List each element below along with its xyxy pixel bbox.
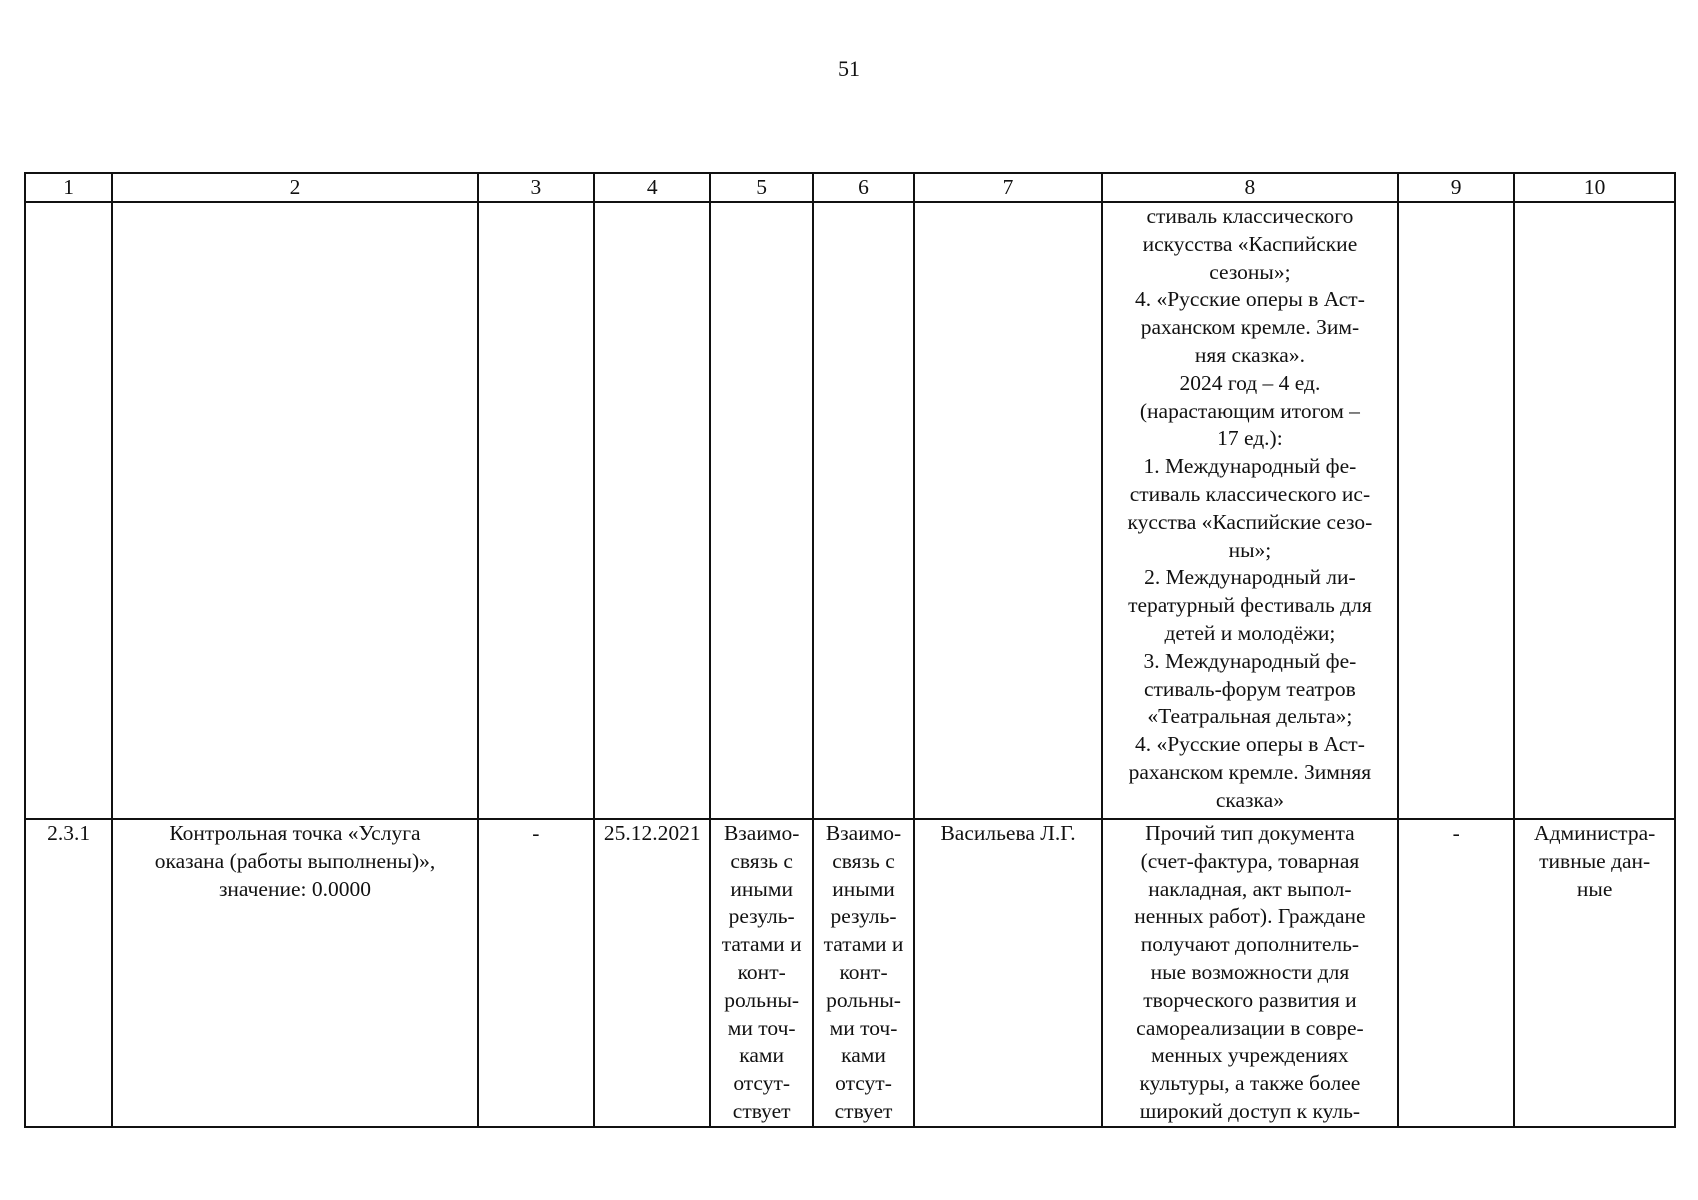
text-line: ные возможности для (1150, 959, 1350, 984)
cell-information-system (1514, 819, 1675, 1127)
page-number: 51 (838, 56, 860, 81)
text-line: рольны- (826, 987, 901, 1012)
text-line: (счет-фактура, товарная (1140, 848, 1360, 873)
text-line: отсут- (835, 1071, 892, 1096)
column-number-4: 4 (594, 173, 710, 202)
text-line: татами и (721, 932, 802, 957)
cell-empty (478, 202, 594, 819)
text-line: Прочий тип документа (1145, 821, 1355, 845)
table-row-2-3-1 (25, 819, 1675, 1127)
text-line: конт- (839, 959, 888, 984)
cell-empty (25, 202, 112, 819)
text-line: ствует (732, 1098, 791, 1123)
text-line: стиваль классического (1146, 204, 1354, 228)
cell-empty (112, 202, 477, 819)
text-line: ками (739, 1043, 785, 1068)
text-line: 4. «Русские оперы в Аст- (1134, 732, 1365, 757)
text-line: стиваль классического ис- (1129, 481, 1371, 506)
text-line: искусства «Каспийские (1142, 231, 1358, 256)
cell-result-description (1102, 819, 1398, 1127)
text-line: ненных работ). Граждане (1134, 904, 1366, 929)
cell-empty (1398, 202, 1514, 819)
text-line: иными (730, 876, 793, 901)
text-line: стиваль-форум театров (1143, 676, 1356, 701)
text-line: 2. Международный ли- (1144, 565, 1356, 590)
text-line: ми точ- (829, 1015, 898, 1040)
text-line: татами и (823, 932, 904, 957)
column-number-5: 5 (710, 173, 812, 202)
text-line: 4. «Русские оперы в Аст- (1134, 287, 1365, 312)
text-line: кусства «Каспийские сезо- (1127, 509, 1373, 534)
plan-table (24, 172, 1676, 1128)
text-line: связь с (730, 848, 793, 873)
text-line: 2024 год – 4 ед. (1179, 370, 1321, 395)
text-line: связь с (832, 848, 895, 873)
cell-responsible: Васильева Л.Г. (914, 819, 1102, 1127)
text-line: оказана (работы выполнены)», (154, 848, 436, 873)
text-line: 17 ед.): (1217, 426, 1283, 451)
text-line: сезоны»; (1209, 259, 1291, 284)
cell-col3: - (478, 819, 594, 1127)
column-number-9: 9 (1398, 173, 1514, 202)
text-line: «Театральная дельта»; (1147, 704, 1353, 729)
text-line: раханском кремле. Зимняя (1128, 759, 1372, 784)
cell-empty (813, 202, 914, 819)
text-line: сказка» (1215, 787, 1284, 812)
text-line: менных учреждениях (1151, 1043, 1349, 1068)
text-line: 1. Международный фе- (1143, 454, 1357, 479)
text-line: Контрольная точка «Услуга (169, 821, 421, 845)
text-line: Взаимо- (825, 821, 902, 845)
text-line: отсут- (733, 1071, 791, 1096)
text-line: ми точ- (727, 1015, 796, 1040)
cell-item-number: 2.3.1 (25, 819, 112, 1127)
column-number-3: 3 (478, 173, 594, 202)
column-number-1: 1 (25, 173, 112, 202)
table-header-row (25, 173, 1675, 202)
text-line: резуль- (830, 904, 897, 929)
text-line: ны»; (1228, 537, 1272, 562)
table-row-continuation (25, 202, 1675, 819)
text-line: раханском кремле. Зим- (1140, 315, 1360, 340)
cell-relation-next (813, 819, 914, 1127)
cell-results-continued (1102, 202, 1398, 819)
text-line: получают дополнитель- (1140, 932, 1360, 957)
cell-checkpoint-name (112, 819, 477, 1127)
text-line: тивные дан- (1539, 848, 1651, 873)
column-number-8: 8 (1102, 173, 1398, 202)
text-line: Взаимо- (723, 821, 800, 845)
text-line: 3. Международный фе- (1143, 648, 1357, 673)
text-line: ные (1576, 876, 1613, 901)
cell-col9: - (1398, 819, 1514, 1127)
column-number-10: 10 (1514, 173, 1675, 202)
text-line: ствует (834, 1098, 893, 1123)
text-line: резуль- (728, 904, 795, 929)
cell-empty (1514, 202, 1675, 819)
column-number-6: 6 (813, 173, 914, 202)
text-line: самореализации в совре- (1136, 1015, 1364, 1040)
text-line: тературный фестиваль для (1128, 593, 1372, 618)
text-line: детей и молодёжи; (1164, 620, 1336, 645)
text-line: Администра- (1534, 821, 1656, 845)
text-line: няя сказка». (1194, 342, 1305, 367)
text-line: культуры, а также более (1139, 1071, 1361, 1096)
cell-relation-previous (710, 819, 812, 1127)
column-number-2: 2 (112, 173, 477, 202)
cell-empty (594, 202, 710, 819)
text-line: конт- (737, 959, 786, 984)
text-line: ками (841, 1043, 886, 1068)
text-line: творческого развития и (1143, 987, 1357, 1012)
text-line: рольны- (724, 987, 800, 1012)
text-line: иными (832, 876, 895, 901)
text-line: широкий доступ к куль- (1139, 1098, 1361, 1123)
text-line: (нарастающим итогом – (1139, 398, 1360, 423)
column-number-7: 7 (914, 173, 1102, 202)
cell-empty (914, 202, 1102, 819)
cell-empty (710, 202, 812, 819)
text-line: накладная, акт выпол- (1148, 876, 1352, 901)
text-line: значение: 0.0000 (218, 876, 372, 901)
cell-deadline-date: 25.12.2021 (594, 819, 710, 1127)
